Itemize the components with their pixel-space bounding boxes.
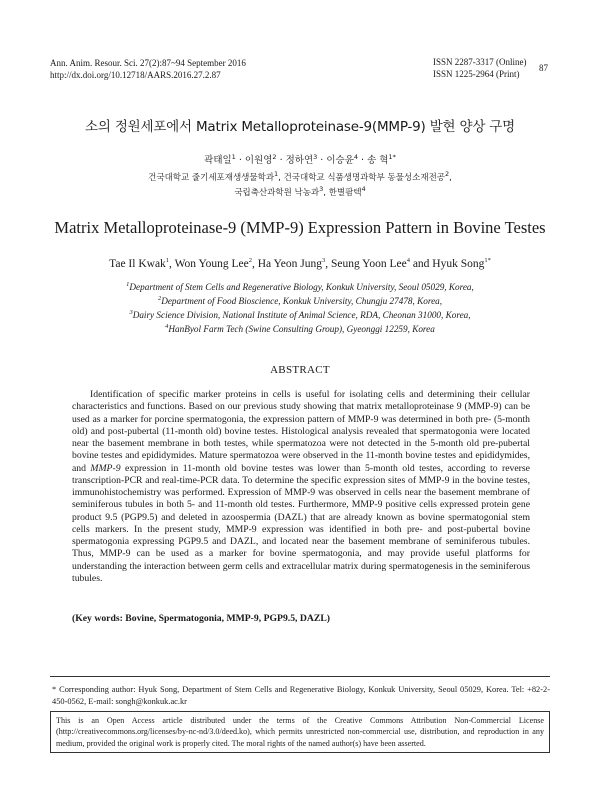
english-authors — [0, 258, 600, 270]
author-separator: , — [169, 258, 175, 270]
korean-author: 이원영 — [244, 155, 273, 166]
korean-title: 소의 정원세포에서 Matrix Metalloproteinase-9(MMP-9) 발현 양상 구명 — [85, 119, 515, 135]
author-sup: 3 — [313, 152, 318, 161]
english-author: Tae Il Kwak — [109, 258, 166, 270]
issn-online: ISSN 2287-3317 (Online) — [433, 57, 527, 67]
author-separator: and — [409, 258, 433, 270]
author-sup: 1 — [231, 152, 236, 161]
issn-print: ISSN 1225-2964 (Print) — [433, 68, 520, 79]
korean-author: 송 혁 — [367, 155, 389, 166]
corresponding-author-note: * Corresponding author: Hyuk Song, Department of Stem Cells and Regenerative Biology, Konkuk University, Seoul 05029, Korea. Tel: +82-2-450-0562, E-mail: songh@konkuk.ac.kr — [52, 685, 550, 706]
author-separator: · — [358, 155, 368, 166]
korean-author: 곽태일 — [204, 155, 232, 166]
author-separator: · — [276, 155, 286, 166]
abstract-text: expression in 11-month old bovine testes was lower than 5-month old testes, according to reverse transcription-PCR and real-time-PCR data. To determine the specific expression sites of MMP-9 in the bovine testes, immunohistochemistry was performed. Expression of MMP-9 was observed in cells near the basement membrane of seminiferous tubules in both 5- and 11-month old testes. Furthermore, MMP-9 positive cells expressed protein gene product 9.5 (PGP9.5) and deleted in azoospermia (DAZL) that are already known as bovine spermatogonial stem cells markers. In the present study, MMP-9 expression was identified in both pre- and post-pubertal bovine spermatogonia expressing PGP9.5 and DAZL, and located near the basement membrane of seminiferous tubules. Thus, MMP-9 can be used as a marker for bovine spermatogonia, and may provide useful platforms for understanding the interaction between germ cells and extracellular matrix during spermatogenesis in the seminiferous tubules. — [72, 462, 530, 584]
affiliation-text: , 한별팜텍 — [323, 188, 362, 198]
affiliation-sup: 3 — [129, 308, 133, 316]
author-sup: 4 — [406, 257, 410, 265]
abstract-italic-term: MMP-9 — [90, 462, 121, 474]
english-title: Matrix Metalloproteinase-9 (MMP-9) Expression Pattern in Bovine Testes — [54, 218, 546, 237]
korean-author: 정하연 — [285, 155, 314, 166]
english-author: Ha Yeon Jung — [257, 258, 322, 270]
english-author: Won Young Lee — [174, 258, 249, 270]
author-sup: 2 — [248, 257, 252, 265]
author-sup: 4 — [353, 152, 359, 161]
korean-affiliation-line-1 — [0, 171, 600, 183]
affiliation-sup: 2 — [445, 170, 450, 179]
english-affiliation-4 — [0, 324, 600, 334]
author-sup: 3 — [321, 257, 326, 265]
affiliation-sup: 4 — [361, 185, 366, 194]
affiliation-text: 국립축산과학원 낙농과 — [234, 188, 320, 198]
affiliation-text: , 건국대학교 식품생명과학부 동물성소재전공 — [278, 173, 445, 183]
abstract-body — [72, 389, 530, 585]
journal-line: Ann. Anim. Resour. Sci. 27(2):87~94 September 2016 — [50, 58, 246, 68]
author-separator: , — [325, 258, 331, 270]
author-separator: , — [252, 258, 258, 270]
abstract-text: Identification of specific marker proteins in cells is useful for isolating cells and determining their cellular characteristics and functions. Based on our previous study showing that matrix metalloproteinase 9 (MMP-9) can be used as a marker for porcine spermatogonia, the expression pattern of MMP-9 was determined in both pre- (5-month old) and post-pubertal (11-month old) bovine testes. Histological analysis revealed that spermatogonia were located near the basement membrane in both testes, while spermatozoa were not detected in the 5-month old pre-pubertal bovine testes and epididymides. Mature spermatozoa were observed in the 11-month bovine testes and epididymides, and — [72, 389, 530, 474]
affiliation-sup: 4 — [165, 322, 169, 330]
korean-affiliation-line-2 — [0, 186, 600, 198]
issn-block — [433, 57, 527, 80]
author-sup: 2 — [272, 152, 277, 161]
affiliation-text: Dairy Science Division, National Institute of Animal Science, RDA, Cheonan 31000, Korea, — [132, 310, 471, 320]
english-affiliation-2 — [0, 296, 600, 306]
affiliation-sup: 1 — [274, 170, 279, 179]
license-box: This is an Open Access article distributed under the terms of the Creative Commons Attribution Non-Commercial License (http://creativecommons.org/licenses/by-nc-nd/3.0/deed.ko), which permits unrestricted non-commercial use, distribution, and reproduction in any medium, provided the original work is properly cited. The moral rights of the named author(s) have been asserted. — [50, 711, 550, 753]
english-affiliation-1 — [0, 282, 600, 292]
affiliation-sup: 1 — [126, 280, 130, 288]
english-affiliation-3 — [0, 310, 600, 320]
affiliation-text: Department of Stem Cells and Regenerative Biology, Konkuk University, Seoul 05029, Korea, — [129, 282, 474, 292]
author-separator: · — [317, 155, 327, 166]
author-sup: 1 — [165, 257, 170, 265]
affiliation-text: 건국대학교 줄기세포재생생물학과 — [148, 173, 275, 183]
english-author: Seung Yoon Lee — [330, 258, 407, 270]
journal-citation — [50, 58, 246, 81]
author-separator: · — [235, 155, 245, 166]
doi-link[interactable]: http://dx.doi.org/10.12718/AARS.2016.27.2.87 — [50, 69, 221, 80]
footnote-divider — [50, 676, 550, 677]
english-author: Hyuk Song — [432, 258, 485, 270]
korean-authors — [0, 152, 600, 166]
page-number: 87 — [539, 63, 548, 73]
keywords: (Key words: Bovine, Spermatogonia, MMP-9, PGP9.5, DAZL) — [72, 613, 331, 624]
abstract-heading: ABSTRACT — [270, 364, 330, 376]
affiliation-text: , — [449, 173, 452, 183]
author-sup: 1* — [388, 152, 396, 161]
affiliation-sup: 3 — [319, 185, 324, 194]
affiliation-sup: 2 — [157, 294, 162, 302]
affiliation-text: HanByol Farm Tech (Swine Consulting Group), Gyeonggi 12259, Korea — [168, 324, 435, 334]
author-sup: 1* — [484, 257, 491, 265]
korean-author: 이승윤 — [326, 155, 354, 166]
affiliation-text: Department of Food Bioscience, Konkuk University, Chungju 27478, Korea, — [161, 296, 443, 306]
